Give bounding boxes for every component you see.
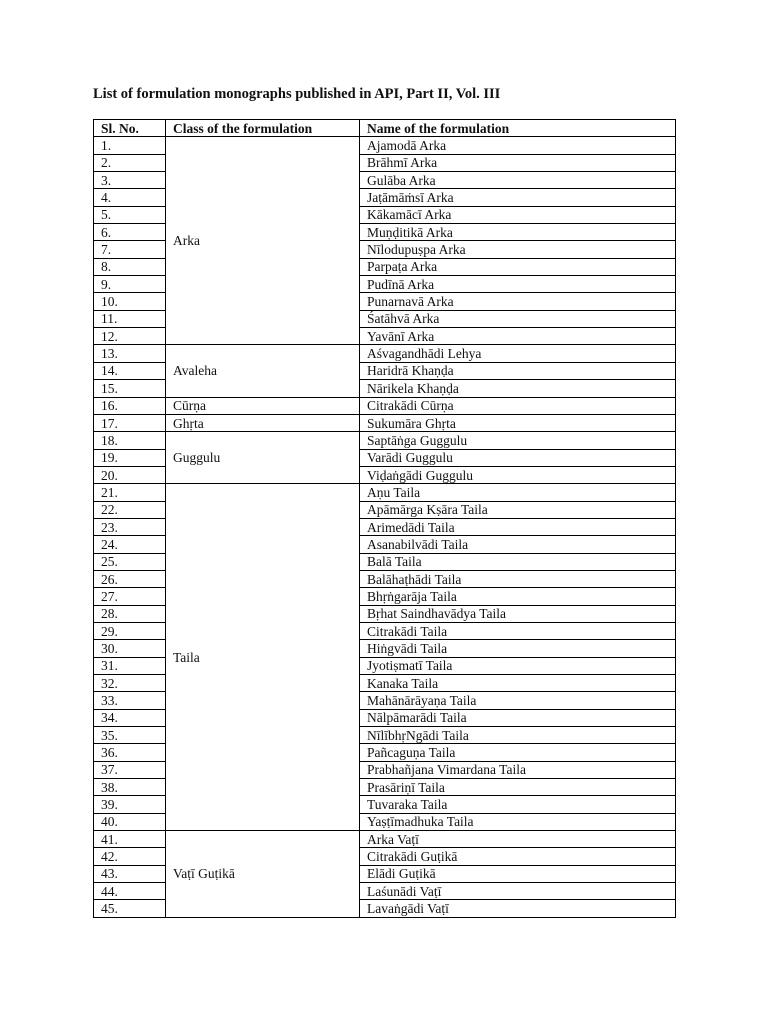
cell-sl-no: 31. — [94, 657, 166, 674]
cell-formulation-name: Ajamodā Arka — [360, 137, 676, 154]
table-row — [94, 831, 676, 848]
cell-formulation-name: Muṇḍitikā Arka — [360, 224, 676, 241]
cell-sl-no: 11. — [94, 310, 166, 327]
header-name: Name of the formulation — [360, 120, 676, 137]
cell-sl-no: 8. — [94, 258, 166, 275]
cell-class: Cūrṇa — [166, 397, 360, 414]
table-row — [94, 397, 676, 414]
cell-sl-no: 17. — [94, 414, 166, 431]
cell-sl-no: 23. — [94, 518, 166, 535]
cell-formulation-name: Citrakādi Taila — [360, 622, 676, 639]
cell-formulation-name: Arimedādi Taila — [360, 518, 676, 535]
cell-sl-no: 9. — [94, 276, 166, 293]
cell-class: Ghṛta — [166, 414, 360, 431]
cell-formulation-name: Prabhañjana Vimardana Taila — [360, 761, 676, 778]
table-row — [94, 345, 676, 362]
table-row — [94, 484, 676, 501]
cell-sl-no: 38. — [94, 779, 166, 796]
cell-sl-no: 40. — [94, 813, 166, 830]
table-header-row — [94, 120, 676, 137]
cell-sl-no: 29. — [94, 622, 166, 639]
cell-class: Arka — [166, 137, 360, 345]
cell-formulation-name: Yavānī Arka — [360, 328, 676, 345]
cell-sl-no: 15. — [94, 380, 166, 397]
cell-sl-no: 28. — [94, 605, 166, 622]
cell-formulation-name: Lavaṅgādi Vaṭī — [360, 900, 676, 917]
formulation-table — [93, 119, 676, 918]
cell-sl-no: 5. — [94, 206, 166, 223]
cell-formulation-name: Viḍaṅgādi Guggulu — [360, 466, 676, 483]
cell-formulation-name: Jaṭāmāṁsī Arka — [360, 189, 676, 206]
page-title: List of formulation monographs published in API, Part II, Vol. III — [93, 86, 501, 102]
cell-formulation-name: Citrakādi Guṭikā — [360, 848, 676, 865]
cell-sl-no: 27. — [94, 588, 166, 605]
cell-sl-no: 41. — [94, 831, 166, 848]
cell-formulation-name: Kanaka Taila — [360, 675, 676, 692]
cell-sl-no: 43. — [94, 865, 166, 882]
cell-sl-no: 2. — [94, 154, 166, 171]
cell-sl-no: 16. — [94, 397, 166, 414]
cell-formulation-name: Haridrā Khaṇḍa — [360, 362, 676, 379]
cell-sl-no: 24. — [94, 536, 166, 553]
cell-formulation-name: Parpaṭa Arka — [360, 258, 676, 275]
cell-class: Avaleha — [166, 345, 360, 397]
cell-formulation-name: Yaṣṭīmadhuka Taila — [360, 813, 676, 830]
cell-sl-no: 12. — [94, 328, 166, 345]
cell-formulation-name: Tuvaraka Taila — [360, 796, 676, 813]
cell-formulation-name: Laśunādi Vaṭī — [360, 883, 676, 900]
cell-sl-no: 1. — [94, 137, 166, 154]
cell-class: Taila — [166, 484, 360, 831]
cell-formulation-name: Asanabilvādi Taila — [360, 536, 676, 553]
cell-formulation-name: Varādi Guggulu — [360, 449, 676, 466]
cell-class: Vaṭī Guṭikā — [166, 831, 360, 918]
cell-formulation-name: Nīlodupuṣpa Arka — [360, 241, 676, 258]
cell-sl-no: 39. — [94, 796, 166, 813]
cell-formulation-name: Citrakādi Cūrṇa — [360, 397, 676, 414]
cell-sl-no: 4. — [94, 189, 166, 206]
cell-sl-no: 7. — [94, 241, 166, 258]
cell-formulation-name: Apāmārga Kṣāra Taila — [360, 501, 676, 518]
cell-formulation-name: Elādi Guṭikā — [360, 865, 676, 882]
cell-sl-no: 37. — [94, 761, 166, 778]
cell-formulation-name: Bṛhat Saindhavādya Taila — [360, 605, 676, 622]
cell-formulation-name: Sukumāra Ghṛta — [360, 414, 676, 431]
cell-sl-no: 13. — [94, 345, 166, 362]
table-body — [94, 137, 676, 917]
cell-sl-no: 22. — [94, 501, 166, 518]
cell-sl-no: 3. — [94, 172, 166, 189]
cell-formulation-name: NīlībhṛNgādi Taila — [360, 727, 676, 744]
cell-sl-no: 42. — [94, 848, 166, 865]
cell-sl-no: 25. — [94, 553, 166, 570]
cell-sl-no: 20. — [94, 466, 166, 483]
cell-sl-no: 30. — [94, 640, 166, 657]
cell-formulation-name: Balāhaṭhādi Taila — [360, 570, 676, 587]
header-class: Class of the formulation — [166, 120, 360, 137]
cell-formulation-name: Pañcaguṇa Taila — [360, 744, 676, 761]
cell-formulation-name: Punarnavā Arka — [360, 293, 676, 310]
cell-formulation-name: Hiṅgvādi Taila — [360, 640, 676, 657]
table-row — [94, 432, 676, 449]
cell-class: Guggulu — [166, 432, 360, 484]
table-row — [94, 137, 676, 154]
header-sl-no: Sl. No. — [94, 120, 166, 137]
cell-sl-no: 45. — [94, 900, 166, 917]
cell-sl-no: 26. — [94, 570, 166, 587]
cell-sl-no: 34. — [94, 709, 166, 726]
cell-formulation-name: Prasāriṇī Taila — [360, 779, 676, 796]
cell-formulation-name: Gulāba Arka — [360, 172, 676, 189]
cell-sl-no: 21. — [94, 484, 166, 501]
cell-formulation-name: Bhṛṅgarāja Taila — [360, 588, 676, 605]
cell-formulation-name: Kākamācī Arka — [360, 206, 676, 223]
cell-formulation-name: Mahānārāyaṇa Taila — [360, 692, 676, 709]
cell-sl-no: 33. — [94, 692, 166, 709]
cell-formulation-name: Balā Taila — [360, 553, 676, 570]
cell-formulation-name: Saptāṅga Guggulu — [360, 432, 676, 449]
cell-formulation-name: Nālpāmarādi Taila — [360, 709, 676, 726]
cell-formulation-name: Śatāhvā Arka — [360, 310, 676, 327]
cell-formulation-name: Jyotiṣmatī Taila — [360, 657, 676, 674]
cell-formulation-name: Aśvagandhādi Lehya — [360, 345, 676, 362]
cell-sl-no: 19. — [94, 449, 166, 466]
cell-formulation-name: Arka Vaṭī — [360, 831, 676, 848]
cell-sl-no: 6. — [94, 224, 166, 241]
cell-sl-no: 44. — [94, 883, 166, 900]
cell-formulation-name: Pudīnā Arka — [360, 276, 676, 293]
cell-sl-no: 10. — [94, 293, 166, 310]
cell-formulation-name: Aṇu Taila — [360, 484, 676, 501]
cell-formulation-name: Brāhmī Arka — [360, 154, 676, 171]
cell-sl-no: 36. — [94, 744, 166, 761]
cell-formulation-name: Nārikela Khaṇḍa — [360, 380, 676, 397]
table-row — [94, 414, 676, 431]
cell-sl-no: 18. — [94, 432, 166, 449]
cell-sl-no: 14. — [94, 362, 166, 379]
cell-sl-no: 32. — [94, 675, 166, 692]
cell-sl-no: 35. — [94, 727, 166, 744]
